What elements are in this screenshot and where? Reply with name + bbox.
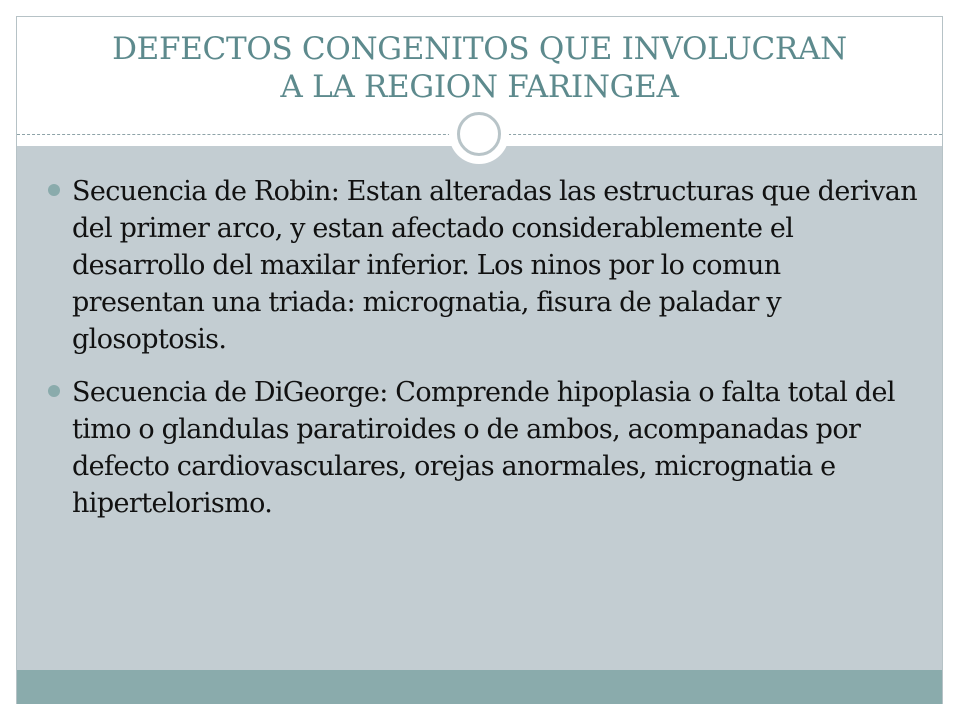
bullet-dot-icon bbox=[48, 385, 60, 397]
ring-emblem-icon bbox=[449, 104, 509, 164]
bullet-item-digeorge bbox=[48, 374, 918, 522]
bullet-text: Secuencia de Robin: Estan alteradas las estructuras que derivan del primer arco, y estan afectado considerablemente el desarrollo del maxilar inferior. Los ninos por lo comun presentan una triada: micrognatia, fisura de paladar y glosoptosis. bbox=[72, 176, 918, 355]
bullet-dot-icon bbox=[48, 184, 60, 196]
bullet-list bbox=[48, 173, 918, 538]
footer-bar bbox=[17, 670, 942, 704]
bullet-text: Secuencia de DiGeorge: Comprende hipoplasia o falta total del timo o glandulas paratiroides o de ambos, acompanadas por defecto cardiovasculares, orejas anormales, micrognatia e hipertelorismo. bbox=[72, 377, 895, 519]
slide-title: DEFECTOS CONGENITOS QUE INVOLUCRAN A LA REGION FARINGEA bbox=[112, 31, 847, 105]
bullet-item-robin bbox=[48, 173, 918, 358]
